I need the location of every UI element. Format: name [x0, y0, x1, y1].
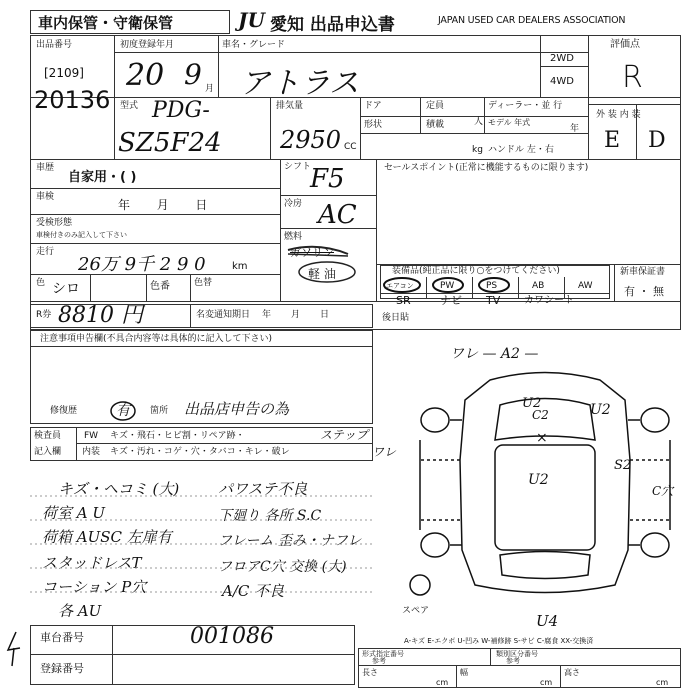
- r-ticket-value: 8810 円: [58, 303, 143, 328]
- equip-r1-5: AW: [578, 281, 593, 291]
- ju-logo: JU: [238, 8, 265, 32]
- kg-unit: kg: [472, 145, 483, 155]
- diagram-cross: ×: [536, 430, 548, 446]
- step-label: ステップ: [320, 428, 368, 442]
- displacement-label: 排気量: [276, 101, 304, 111]
- equip-r1-3: PS: [486, 281, 498, 291]
- category-ref: 参考: [506, 657, 520, 665]
- note-left-1: キズ・ヘコミ (大): [58, 480, 180, 498]
- dealer-label: ディーラー・並 行: [488, 101, 563, 111]
- model-year-label: モデル 年式: [488, 118, 531, 127]
- interior-label: 内装: [82, 447, 101, 457]
- handle-label: ハンドル 左・右: [488, 145, 554, 155]
- diagram-roof-center: U2: [528, 472, 549, 488]
- width-label: 幅: [460, 668, 468, 677]
- car-diagram: [400, 360, 690, 620]
- color-no-label: 色番: [150, 281, 170, 292]
- note-right-2: 下廻り 各所 S.C: [218, 508, 322, 524]
- int-grade: D: [648, 128, 666, 153]
- cooler-label: 冷房: [284, 199, 303, 209]
- guarantee-opts: 有 ・ 無: [624, 285, 664, 298]
- height-unit: cm: [656, 678, 669, 687]
- equip-r2-3: TV: [486, 294, 501, 307]
- person-unit: 人: [474, 117, 484, 127]
- note-left-3: 荷箱 AUSC 左扉有: [42, 528, 172, 546]
- color-change-label: 色替: [194, 278, 213, 288]
- shift-value: F5: [310, 164, 345, 194]
- diagram-roof-top: U2: [522, 396, 542, 411]
- storage-label: 車内保管・守衛保管: [38, 14, 174, 32]
- equipment-label: 装備品(純正品に限り○をつけてください): [392, 266, 560, 276]
- mileage-value: 26万 9千 2 9 0: [78, 254, 206, 275]
- length-unit: cm: [436, 678, 449, 687]
- fuel-crossed: ガソリン: [290, 246, 334, 259]
- inspector-label: 検査員: [34, 431, 62, 441]
- fw-text: キズ・飛石・ヒビ割・リペア跡・: [110, 431, 245, 441]
- color-label: 色: [36, 278, 46, 288]
- reg-year: 20: [126, 58, 165, 93]
- rating-value: R: [622, 60, 643, 95]
- note-left-4: スタッドレスT: [42, 554, 142, 572]
- cautions-label: 注意事項申告欄(不具合内容等は具体的に記入して下さい): [40, 334, 273, 344]
- legend: A-キズ E-エクボ U-凹み W-補修跡 S-サビ C-腐食 XX-交換済: [404, 637, 594, 645]
- model-label: 型式: [120, 101, 139, 111]
- first-reg-label: 初度登録年月: [120, 40, 175, 50]
- shift-label: シフト: [284, 162, 312, 172]
- sales-point-label: セールスポイント(正常に機能するものに限ります): [384, 163, 589, 173]
- load-label: 積載: [426, 120, 445, 130]
- lot-no-label: 出品番号: [36, 40, 73, 50]
- car-name: アトラス: [240, 66, 360, 101]
- repair-note: 出品店申告の為: [184, 400, 290, 418]
- ext-int-label: 外 装 内 装: [596, 110, 641, 120]
- repair-circle: [108, 400, 138, 422]
- ext-grade: E: [604, 128, 621, 153]
- reg-month: 9: [184, 58, 202, 91]
- history-value: 自家用・( ): [68, 170, 137, 185]
- diagram-right-upper: U2: [590, 402, 611, 418]
- cc-unit: CC: [344, 142, 357, 152]
- mileage-label: 走行: [36, 247, 55, 257]
- category-no-label: 類別区分番号: [496, 650, 538, 658]
- diagram-top: ワレ — A2 —: [450, 346, 539, 362]
- note-right-3: フレーム 歪み・ナフレ: [218, 533, 362, 549]
- step-note: ワレ: [372, 445, 397, 459]
- length-label: 長さ: [362, 668, 378, 677]
- note-guide-lines: [30, 470, 375, 620]
- lot-bracket: [2109]: [44, 66, 84, 80]
- drive-2wd: 2WD: [550, 53, 574, 64]
- note-left-5: コーション P穴: [42, 578, 147, 596]
- diagram-right-mid: S2: [614, 458, 632, 473]
- color-value: シロ: [52, 281, 80, 297]
- model-code2: SZ5F24: [118, 128, 222, 158]
- equip-r1-1: エアコン: [386, 282, 414, 290]
- equip-r2-1: SR: [396, 294, 411, 307]
- diagram-right-side: C穴: [652, 484, 674, 498]
- diagram-roof-top-c: C2: [532, 408, 549, 422]
- equip-r2-4: カワシート: [524, 295, 574, 306]
- guarantee-label: 新車保証書: [620, 267, 666, 277]
- equipment-circles: [380, 276, 540, 296]
- lot-number: 20136: [34, 86, 111, 114]
- model-code1: PDG-: [152, 98, 210, 123]
- receipt-label: 受検形態: [36, 218, 73, 228]
- diagram-bottom: U4: [536, 612, 559, 630]
- note-left-2: 荷室 A U: [42, 504, 106, 522]
- note-right-5: A/C 不良: [222, 582, 285, 600]
- km-unit: km: [232, 261, 248, 272]
- writer-label: 記入欄: [34, 447, 62, 457]
- displacement-value: 2950: [280, 126, 342, 154]
- reg-no-label: 登録番号: [40, 662, 84, 675]
- fmt-ref: 参考: [372, 657, 386, 665]
- association-name: JAPAN USED CAR DEALERS ASSOCIATION: [438, 15, 626, 26]
- equip-r2-2: ナビ: [440, 294, 462, 307]
- transfer-date-label: 名変通知期日: [196, 310, 251, 320]
- rating-label: 評価点: [610, 39, 640, 50]
- fmt-no-label: 形式指定番号: [362, 650, 404, 658]
- receipt-note: 車検付きのみ記入して下さい: [36, 231, 127, 239]
- inspection-date: 年 月 日: [118, 198, 208, 212]
- note-right-1: パワステ不良: [218, 480, 308, 498]
- r-ticket-label: R券: [36, 310, 52, 320]
- after-sticker: 後日貼: [382, 313, 410, 323]
- height-label: 高さ: [564, 668, 580, 677]
- year-char: 年: [570, 124, 580, 134]
- width-unit: cm: [540, 678, 553, 687]
- fuel-marks: [282, 240, 376, 298]
- margin-mark: [2, 630, 28, 670]
- repair-place-label: 箇所: [150, 406, 169, 416]
- name-grade-label: 車名・グレード: [222, 40, 286, 50]
- cooler-value: AC: [318, 200, 357, 230]
- fw-label: FW: [84, 431, 99, 441]
- history-label: 車歴: [36, 163, 55, 173]
- spare-label: スペア: [402, 606, 430, 616]
- chassis-no-label: 車台番号: [40, 631, 84, 644]
- note-left-6: 各 AU: [58, 602, 102, 620]
- equip-r1-4: AB: [532, 281, 545, 291]
- repair-history-label: 修復歴: [50, 406, 78, 416]
- reg-month-char: 月: [205, 84, 215, 94]
- door-label: ドア: [364, 101, 382, 111]
- equip-r1-2: PW: [440, 281, 455, 291]
- transfer-ymd: 年 月 日: [262, 310, 330, 320]
- shape-label: 形状: [364, 120, 383, 130]
- fuel-diesel: 軽 油: [308, 267, 336, 281]
- capacity-label: 定員: [426, 101, 445, 111]
- inspection-label: 車検: [36, 192, 55, 202]
- drive-4wd: 4WD: [550, 76, 574, 87]
- org-title: 愛知 出品申込書: [270, 15, 395, 35]
- fuel-label: 燃料: [284, 232, 303, 242]
- repair-has: 有: [116, 403, 130, 419]
- chassis-no-value: 001086: [190, 624, 274, 649]
- note-right-4: フロアC穴 交換 (大): [218, 559, 347, 575]
- interior-text: キズ・汚れ・コゲ・穴・タバコ・キレ・破レ: [110, 447, 290, 457]
